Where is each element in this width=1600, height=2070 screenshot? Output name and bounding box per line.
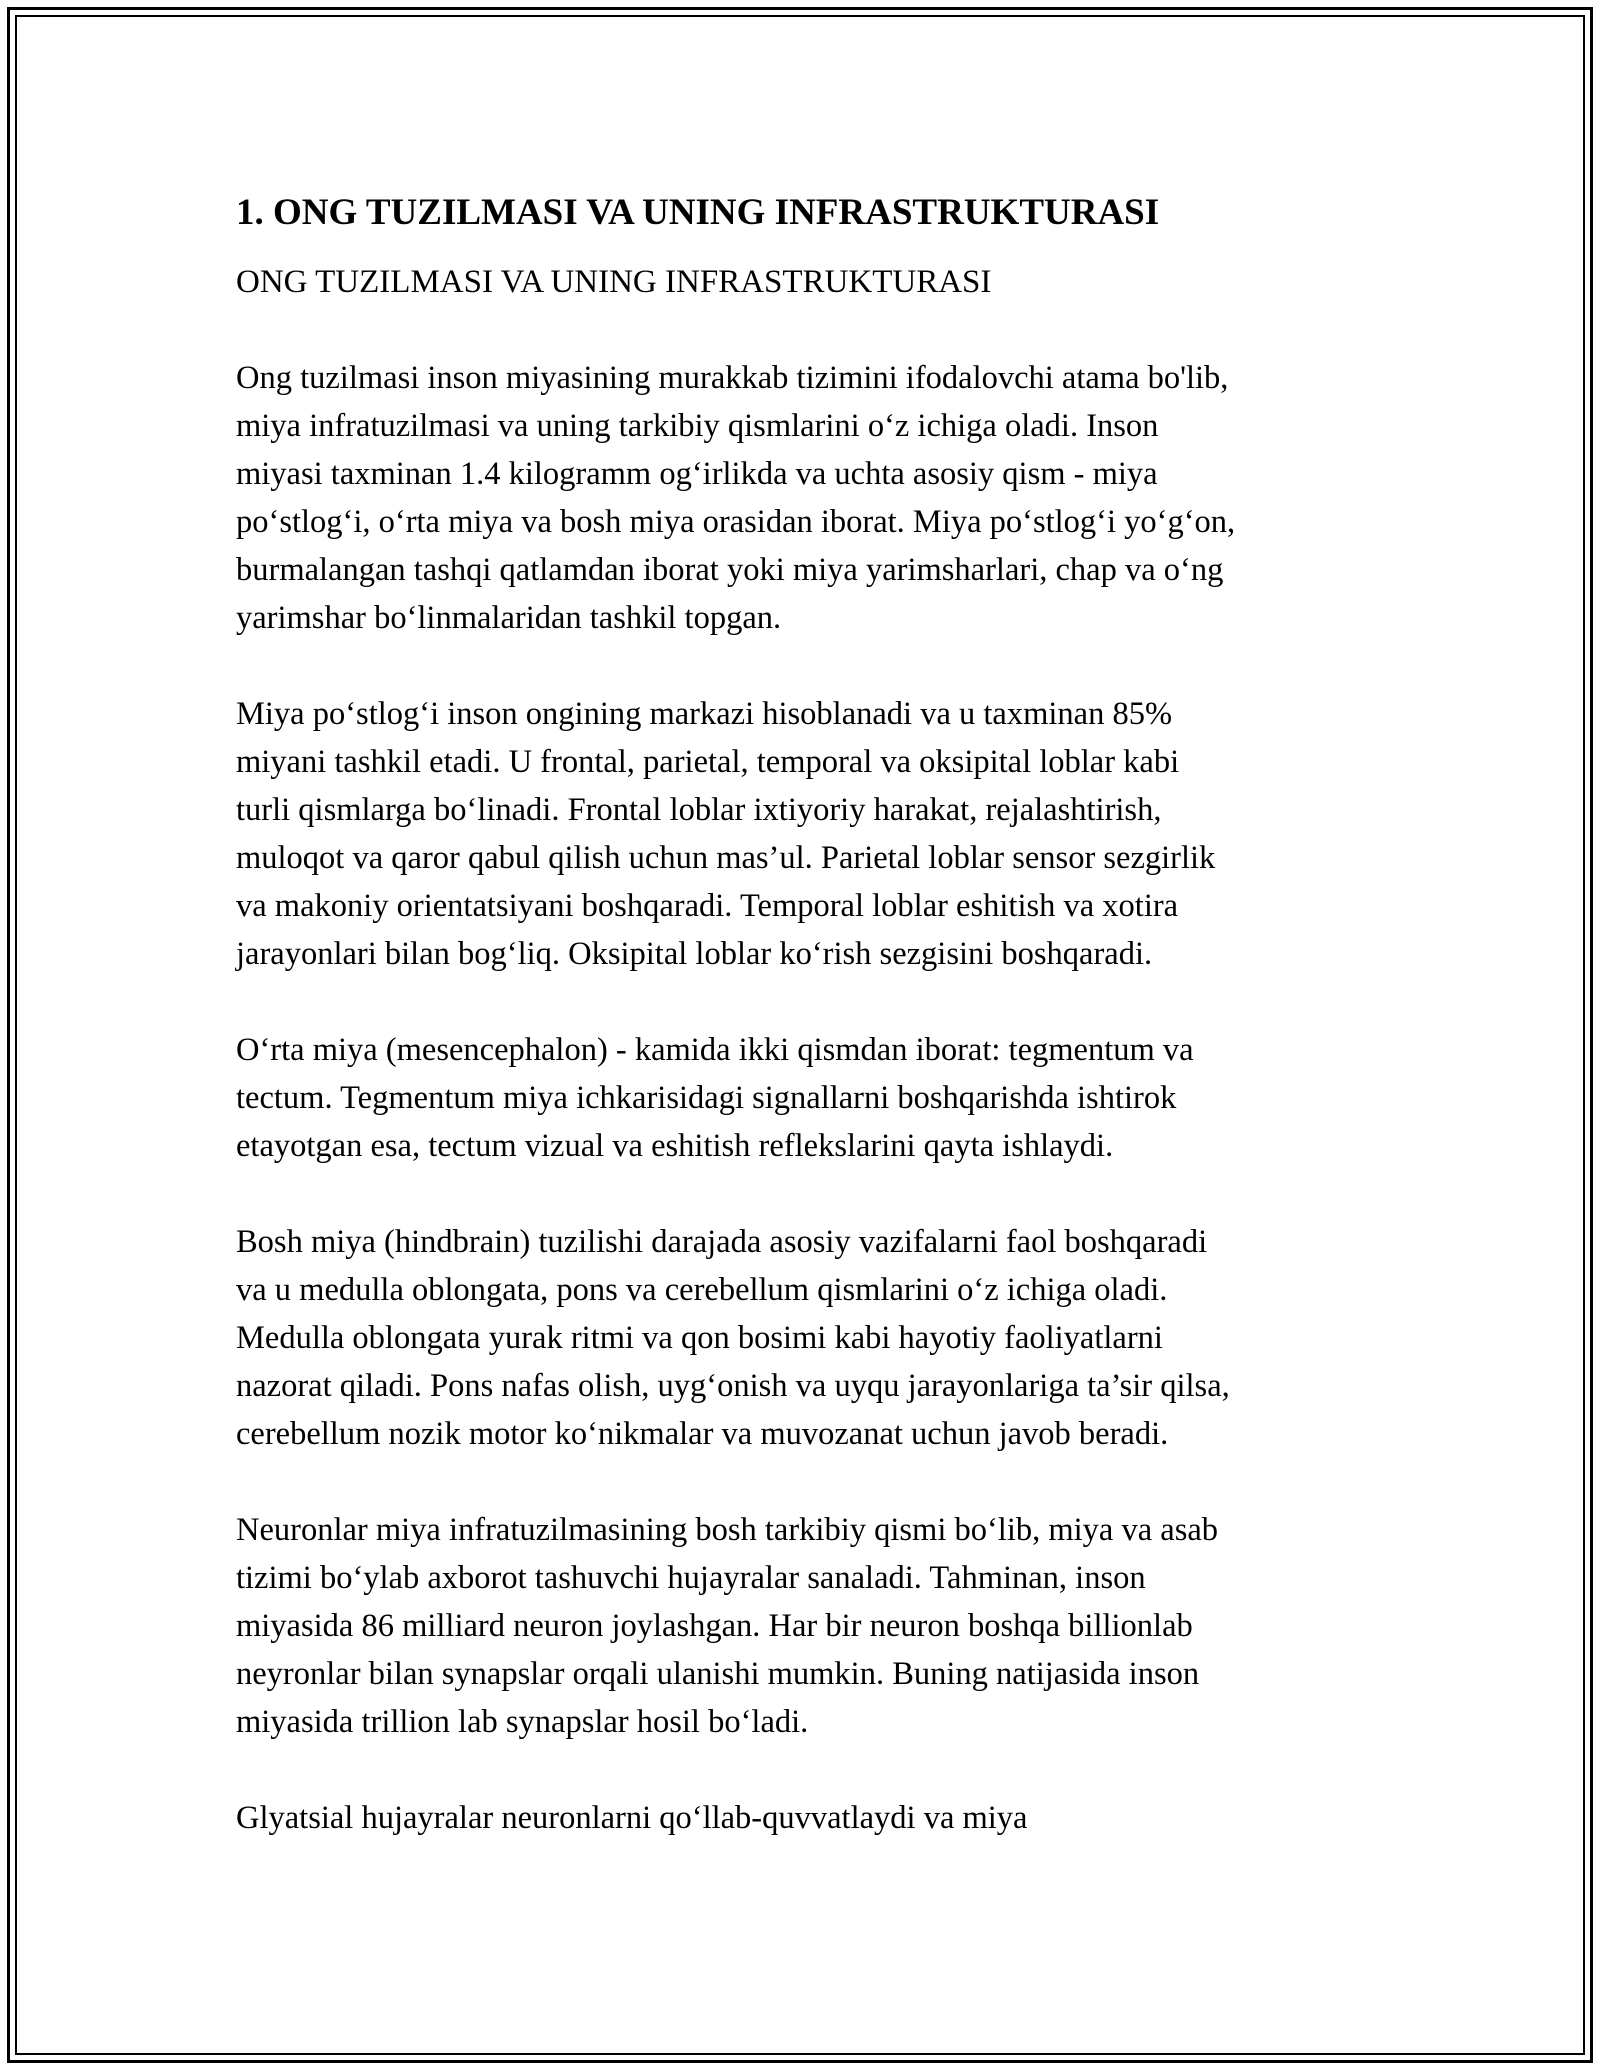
paragraph-line: yarimshar bo‘linmalaridan tashkil topgan.	[236, 600, 782, 636]
section-subheading: ONG TUZILMASI VA UNING INFRASTRUKTURASI	[236, 264, 992, 300]
paragraph	[236, 1218, 1376, 1458]
paragraph-line: cerebellum nozik motor ko‘nikmalar va muvozanat uchun javob beradi.	[236, 1416, 1169, 1452]
paragraph	[236, 1794, 1376, 1842]
paragraph-line: va makoniy orientatsiyani boshqaradi. Temporal loblar eshitish va xotira	[236, 888, 1179, 924]
paragraph-line: turli qismlarga bo‘linadi. Frontal loblar ixtiyoriy harakat, rejalashtirish,	[236, 792, 1162, 828]
paragraph-line: Ong tuzilmasi inson miyasining murakkab tizimini ifodalovchi atama bo'lib,	[236, 360, 1229, 396]
paragraph-line: po‘stlog‘i, o‘rta miya va bosh miya orasidan iborat. Miya po‘stlog‘i yo‘g‘on,	[236, 504, 1236, 540]
paragraph-line: Miya po‘stlog‘i inson ongining markazi hisoblanadi va u taxminan 85%	[236, 696, 1173, 732]
paragraph-line: muloqot va qaror qabul qilish uchun mas’ul. Parietal loblar sensor sezgirlik	[236, 840, 1216, 876]
paragraph-line: tectum. Tegmentum miya ichkarisidagi signallarni boshqarishda ishtirok	[236, 1080, 1177, 1116]
paragraph-line: nazorat qiladi. Pons nafas olish, uyg‘onish va uyqu jarayonlariga ta’sir qilsa,	[236, 1368, 1230, 1404]
paragraph-line: Neuronlar miya infratuzilmasining bosh tarkibiy qismi bo‘lib, miya va asab	[236, 1512, 1219, 1548]
paragraph-line: etayotgan esa, tectum vizual va eshitish reflekslarini qayta ishlaydi.	[236, 1128, 1114, 1164]
paragraph-line: neyronlar bilan synapslar orqali ulanishi mumkin. Buning natijasida inson	[236, 1656, 1200, 1692]
paragraph-line: Bosh miya (hindbrain) tuzilishi darajada asosiy vazifalarni faol boshqaradi	[236, 1224, 1208, 1260]
paragraph-line: miyasida trillion lab synapslar hosil bo‘ladi.	[236, 1704, 809, 1740]
paragraph	[236, 354, 1376, 642]
paragraph-line: tizimi bo‘ylab axborot tashuvchi hujayralar sanaladi. Tahminan, inson	[236, 1560, 1146, 1596]
paragraph-line: miyasi taxminan 1.4 kilogramm og‘irlikda va uchta asosiy qism - miya	[236, 456, 1158, 492]
paragraph	[236, 1026, 1376, 1170]
paragraph-line: miyani tashkil etadi. U frontal, parietal, temporal va oksipital loblar kabi	[236, 744, 1180, 780]
paragraph	[236, 1506, 1376, 1746]
paragraph-line: jarayonlari bilan bog‘liq. Oksipital loblar ko‘rish sezgisini boshqaradi.	[236, 936, 1153, 972]
paragraph-line: Glyatsial hujayralar neuronlarni qo‘llab-quvvatlaydi va miya	[236, 1800, 1028, 1836]
paragraph-line: Medulla oblongata yurak ritmi va qon bosimi kabi hayotiy faoliyatlarni	[236, 1320, 1163, 1356]
section-heading: 1. ONG TUZILMASI VA UNING INFRASTRUKTURASI	[236, 192, 1160, 233]
paragraph	[236, 690, 1376, 978]
paragraph-line: miyasida 86 milliard neuron joylashgan. Har bir neuron boshqa billionlab	[236, 1608, 1193, 1644]
paragraph-line: miya infratuzilmasi va uning tarkibiy qismlarini o‘z ichiga oladi. Inson	[236, 408, 1159, 444]
document-body	[236, 188, 1376, 1842]
paragraph-line: va u medulla oblongata, pons va cerebellum qismlarini o‘z ichiga oladi.	[236, 1272, 1168, 1308]
paragraph-line: burmalangan tashqi qatlamdan iborat yoki miya yarimsharlari, chap va o‘ng	[236, 552, 1224, 588]
paragraph-line: O‘rta miya (mesencephalon) - kamida ikki qismdan iborat: tegmentum va	[236, 1032, 1194, 1068]
